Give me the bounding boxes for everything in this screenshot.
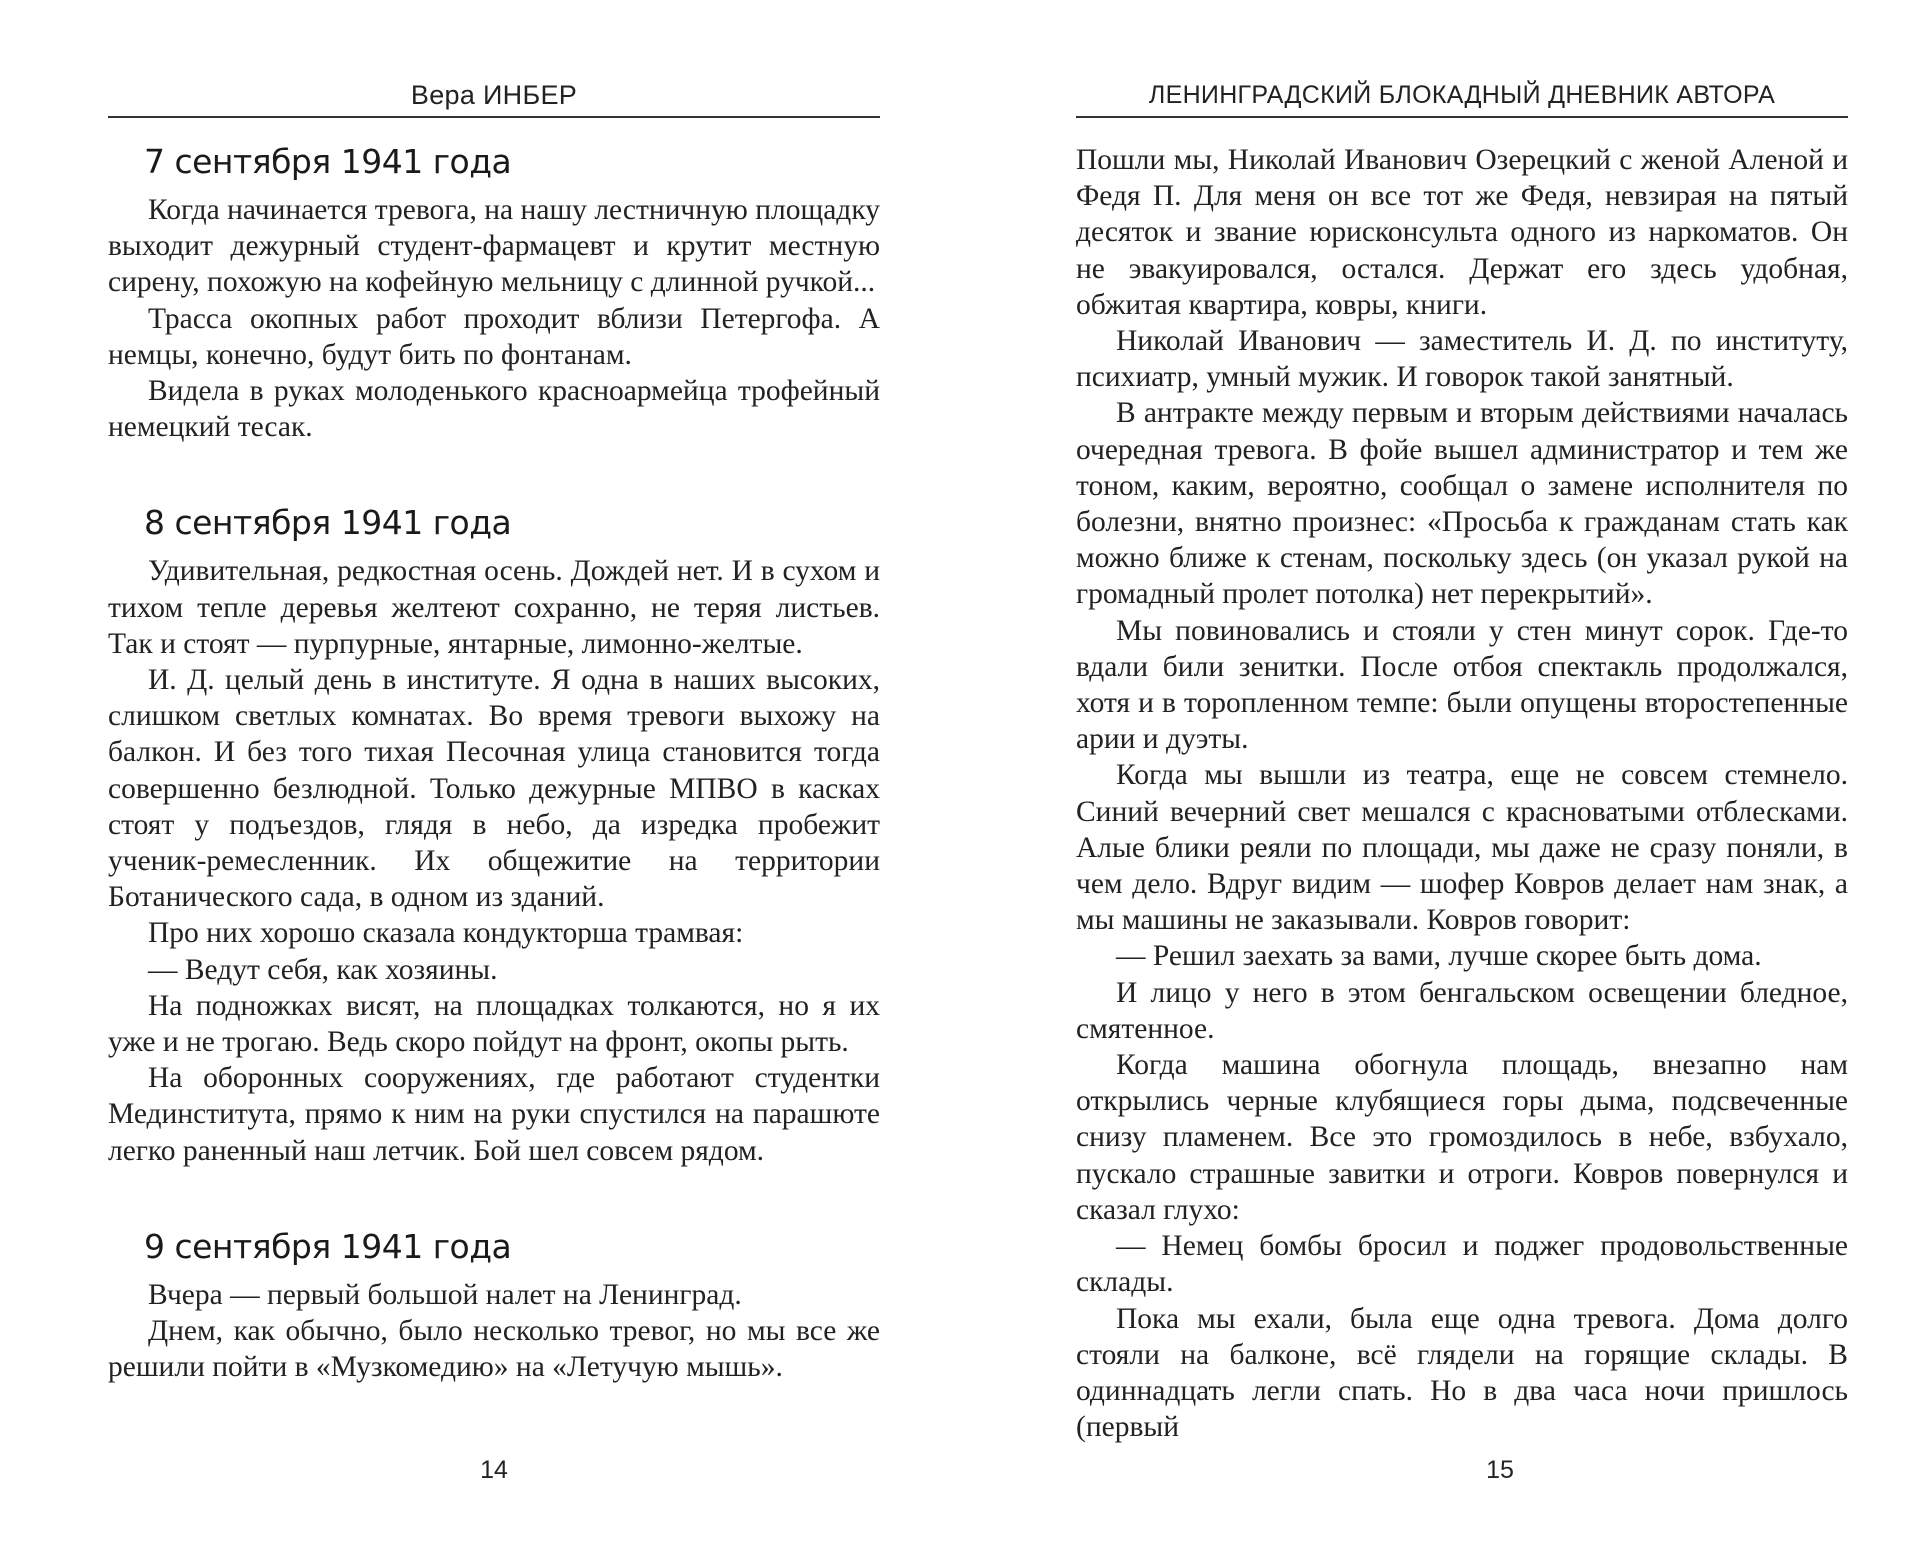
paragraph: И. Д. целый день в институте. Я одна в наших высоких, слишком светлых комнатах. Во время тревоги выхожу на балкон. И без того тихая Песочная улица становится тогда совершенно безлюдной. Только дежурные МПВО в касках стоят у подъездов, глядя в небо, да изредка пробежит ученик-ремесленник. Их общежитие на территории Ботанического сада, в одном из зданий. bbox=[108, 664, 880, 914]
paragraph: Днем, как обычно, было несколько тревог, но мы все же решили пойти в «Музкомедию» на «Летучую мышь». bbox=[108, 1315, 880, 1384]
right-page-body bbox=[1076, 142, 1848, 1445]
entry-heading: 7 сентября 1941 года bbox=[144, 142, 512, 181]
paragraph: Мы повиновались и стояли у стен минут сорок. Где-то вдали били зенитки. После отбоя спектакль продолжался, хотя и в торопленном темпе: были опущены второстепенные арии и дуэты. bbox=[1076, 614, 1848, 756]
paragraph: Про них хорошо сказала кондукторша трамвая: bbox=[148, 917, 744, 950]
paragraph: Николай Иванович — заместитель И. Д. по институту, психиатр, умный мужик. И говорок такой занятный. bbox=[1076, 325, 1848, 394]
paragraph: Удивительная, редкостная осень. Дождей нет. И в сухом и тихом тепле деревья желтеют сохранно, не теряя листьев. Так и стоят — пурпурные, янтарные, лимонно-желтые. bbox=[108, 555, 880, 660]
right-page bbox=[962, 0, 1924, 1544]
entry-heading: 9 сентября 1941 года bbox=[144, 1226, 512, 1266]
paragraph: На подножках висят, на площадках толкаются, но я их уже и не трогаю. Ведь скоро пойдут на фронт, окопы рыть. bbox=[108, 989, 880, 1059]
paragraph: Трасса окопных работ проходит вблизи Петергофа. А немцы, конечно, будут бить по фонтанам. bbox=[108, 302, 880, 371]
page-number: 15 bbox=[1486, 1456, 1514, 1484]
paragraph: На оборонных сооружениях, где работают студентки Мединститута, прямо к ним на руки спустился на парашюте легко раненный наш летчик. Бой шел совсем рядом. bbox=[108, 1062, 880, 1167]
continued-paragraph: Пошли мы, Николай Иванович Озерецкий с женой Аленой и Федя П. Для меня он все тот же Федя, невзирая на пятый десяток и звание юрисконсульта одного из наркоматов. Он не эвакуировался, остался. Держат его здесь удобная, обжитая квартира, ковры, книги. bbox=[1076, 144, 1848, 321]
paragraph: Пока мы ехали, была еще одна тревога. Дома долго стояли на балконе, всё глядели на горящие склады. В одиннадцать легли спать. Но в два часа ночи пришлось (первый bbox=[1076, 1302, 1848, 1444]
paragraph: И лицо у него в этом бенгальском освещении бледное, смятенное. bbox=[1076, 976, 1848, 1045]
paragraph: Вчера — первый большой налет на Ленинград. bbox=[148, 1278, 742, 1311]
paragraph: Когда начинается тревога, на нашу лестничную площадку выходит дежурный студент-фармацевт и крутит местную сирену, похожую на кофейную мельницу с длинной ручкой... bbox=[108, 194, 880, 299]
left-page-body bbox=[108, 142, 880, 1385]
paragraph: Видела в руках молоденького красноармейца трофейный немецкий тесак. bbox=[108, 375, 880, 444]
paragraph: Когда машина обогнула площадь, внезапно нам открылись черные клубящиеся горы дыма, подсвеченные снизу пламенем. Все это громоздилось в небе, взбухало, пускало страшные завитки и отроги. Ковров повернулся и сказал глухо: bbox=[1076, 1049, 1848, 1226]
page-number: 14 bbox=[480, 1456, 508, 1484]
dialogue-line: — Ведут себя, как хозяины. bbox=[148, 953, 498, 986]
dialogue-line: — Немец бомбы бросил и поджег продовольственные склады. bbox=[1076, 1230, 1848, 1299]
paragraph: В антракте между первым и вторым действиями началась очередная тревога. В фойе вышел администратор и тем же тоном, каким, вероятно, сообщал о замене исполнителя по болезни, внятно произнес: «Просьба к гражданам стать как можно ближе к стенам, поскольку здесь (он указал рукой на громадный пролет потолка) нет перекрытий». bbox=[1076, 397, 1848, 611]
running-head-title: ЛЕНИНГРАДСКИЙ БЛОКАДНЫЙ ДНЕВНИК АВТОРА bbox=[1076, 78, 1848, 118]
paragraph: Когда мы вышли из театра, еще не совсем стемнело. Синий вечерний свет мешался с красноватыми отблесками. Алые блики реяли по площади, мы даже не сразу поняли, в чем дело. Вдруг видим — шофер Ковров делает нам знак, а мы машины не заказывали. Ковров говорит: bbox=[1076, 759, 1848, 937]
dialogue-line: — Решил заехать за вами, лучше скорее быть дома. bbox=[1116, 940, 1762, 973]
running-head-author: Вера ИНБЕР bbox=[108, 78, 880, 118]
entry-heading: 8 сентября 1941 года bbox=[144, 503, 512, 543]
